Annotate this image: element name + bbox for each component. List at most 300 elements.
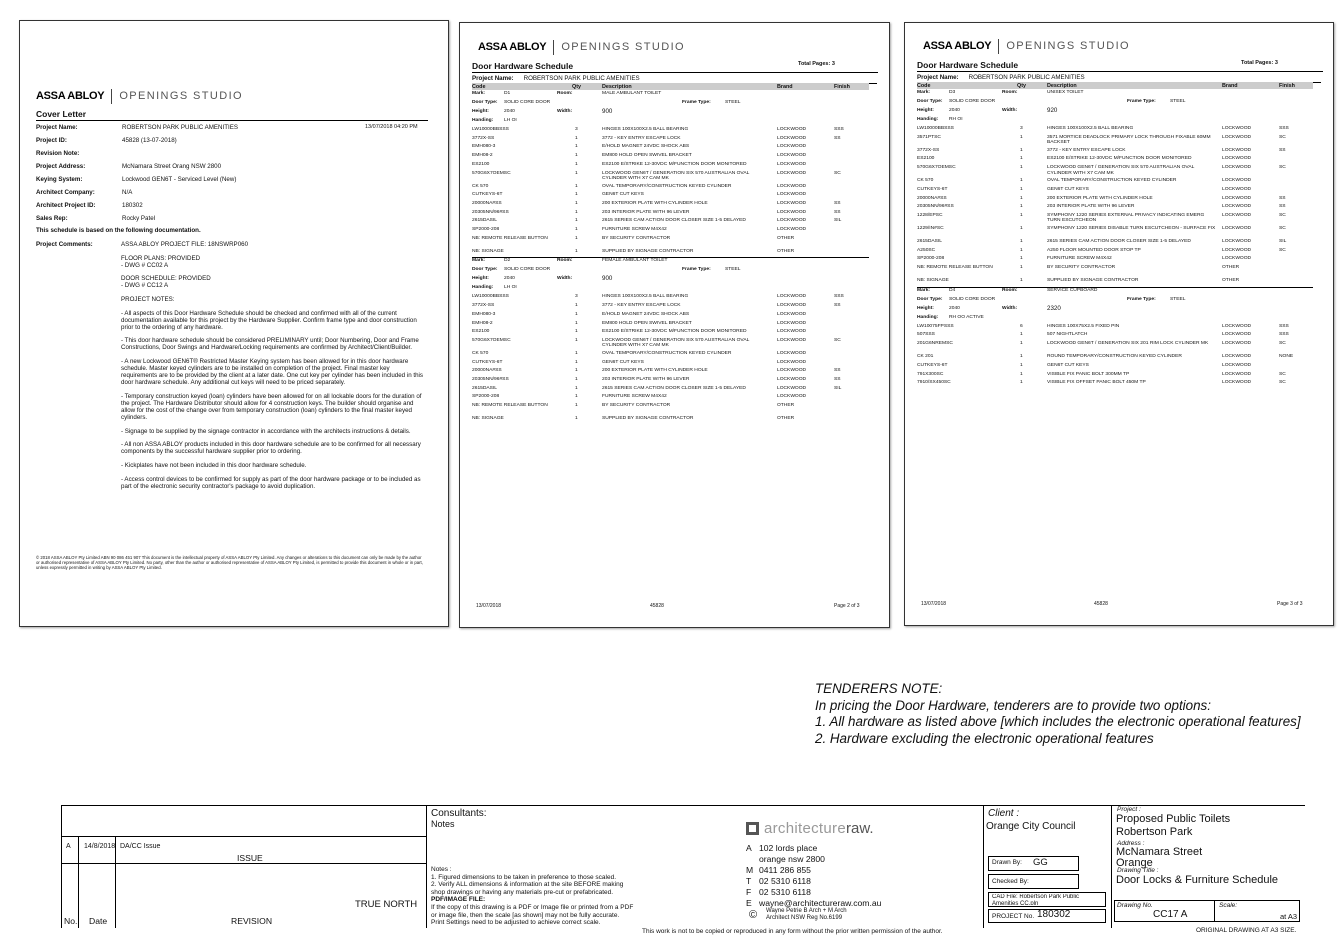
- item-qty: 6: [1020, 323, 1023, 329]
- item-qty: 3: [575, 127, 578, 132]
- item-code: CUTKEYS-6T: [917, 362, 948, 368]
- door-divider: [917, 287, 1313, 288]
- item-description: 2615 SERIES CAM ACTION DOOR CLOSER SIZE 1-5 DELAYED: [1047, 238, 1191, 244]
- cover-field-row: [36, 150, 122, 157]
- drawing-title-label: Drawing Title :: [1117, 867, 1159, 874]
- item-finish: SS: [1279, 195, 1286, 201]
- item-finish: SC: [1279, 165, 1286, 171]
- true-north: TRUE NORTH: [355, 899, 418, 910]
- room-label: Room:: [557, 258, 573, 264]
- field-label: Project Address:: [36, 163, 86, 170]
- item-brand: LOCKWOOD: [1222, 332, 1252, 338]
- item-code: SP2000-208: [472, 394, 500, 400]
- col-description: Description: [1047, 83, 1077, 89]
- item-brand: LOCKWOOD: [1222, 178, 1252, 184]
- scale-label: Scale:: [1219, 902, 1238, 909]
- item-description: FURNITURE SCREW M4X42: [602, 227, 667, 232]
- address-key: T: [746, 876, 752, 886]
- col-date: Date: [89, 916, 108, 926]
- col-qty: Qty: [572, 84, 581, 90]
- mark-label: Mark:: [917, 287, 931, 293]
- item-description: BY SECURITY CONTRACTOR: [602, 403, 671, 409]
- item-finish: SS: [1279, 204, 1286, 210]
- field-value: ROBERTSON PARK PUBLIC AMENITIES: [122, 124, 238, 131]
- width-value: 900: [602, 108, 613, 115]
- project-comments: [121, 241, 426, 496]
- item-description: ROUND TEMPORARY/CONSTRUCTION KEYED CYLINDER: [1047, 354, 1182, 360]
- architect-reg: Wayne Petrie B Arch + M Arch Architect NSW Reg No.6199: [766, 908, 847, 922]
- item-code: SP2000-208: [472, 227, 500, 232]
- original-size-notice: ORIGINAL DRAWING AT A3 SIZE.: [1196, 927, 1297, 934]
- item-code: NB: REMOTE RELEASE BUTTON: [917, 265, 993, 270]
- mark-label: Mark:: [917, 90, 931, 95]
- field-label: Keying System:: [36, 176, 83, 183]
- item-qty: 1: [1020, 186, 1023, 192]
- col-description: Description: [602, 84, 632, 90]
- comment-paragraph: PROJECT NOTES:: [121, 295, 175, 303]
- item-qty: 1: [1020, 225, 1023, 231]
- address-value: 02 5310 6118: [759, 876, 811, 886]
- item-brand: OTHER: [1222, 265, 1240, 270]
- item-brand: LOCKWOOD: [1222, 165, 1252, 171]
- item-brand: LOCKWOOD: [1222, 186, 1252, 192]
- item-qty: 3: [575, 294, 578, 300]
- item-description: 507 NIGHTLATCH: [1047, 332, 1088, 338]
- item-code: CK 201: [917, 354, 934, 360]
- item-description: 2615 SERIES CAM ACTION DOOR CLOSER SIZE 1-5 DELAYED: [602, 218, 746, 224]
- item-code: 570G6X7OEMSC: [472, 337, 511, 343]
- total-pages: Total Pages: 3: [798, 61, 835, 67]
- address-line: [746, 876, 881, 887]
- drawing-no-label: Drawing No.: [1117, 902, 1153, 909]
- item-description: SUPPLIED BY SIGNAGE CONTRACTOR: [602, 416, 694, 422]
- address-value: 0411 286 855: [759, 865, 811, 875]
- col-brand: Brand: [1222, 83, 1238, 89]
- comment-paragraph: - All aspects of this Door Hardware Schedule should be checked and confirmed with all of the current documentation available for this project by the Hardware Supplier. Confirm frame type and door construction prior to the ordering of any hardware.: [121, 309, 417, 331]
- client-name: Orange City Council: [986, 821, 1076, 832]
- item-description: BY SECURITY CONTRACTOR: [1047, 265, 1116, 270]
- item-code: NB: SIGNAGE: [917, 278, 949, 283]
- item-description: E/HOLD MAGNET 24VDC SHOCK ABS: [602, 311, 690, 317]
- col-qty: Qty: [1017, 83, 1026, 89]
- item-brand: LOCKWOOD: [777, 135, 807, 141]
- item-brand: LOCKWOOD: [1222, 247, 1252, 253]
- item-code: EMH080-3: [472, 311, 496, 317]
- item-qty: 1: [575, 337, 578, 343]
- item-description: ES2100 E/STRIKE 12-30VDC M/FUNCTION DOOR MONITORED: [1047, 156, 1192, 162]
- item-code: 3772X-SS: [472, 135, 495, 141]
- item-brand: LOCKWOOD: [1222, 134, 1252, 140]
- item-finish: SC: [1279, 371, 1286, 377]
- item-finish: SS: [834, 135, 841, 141]
- height-value: 2040: [949, 108, 960, 113]
- item-code: CUTKEYS-6T: [472, 192, 503, 198]
- item-qty: 1: [575, 135, 578, 141]
- item-qty: 1: [575, 368, 578, 374]
- item-qty: 1: [575, 153, 578, 159]
- item-qty: 1: [1020, 278, 1023, 283]
- width-label: Width:: [1002, 305, 1018, 311]
- item-code: 7910/SX450SC: [917, 380, 951, 386]
- item-code: 2615DASIL: [472, 385, 498, 391]
- tenderers-note: TENDERERS NOTE: In pricing the Door Hardware, tenderers are to provide two options: 1. All hardware as listed above [which includes the electronic operational features] 2. Hardware excluding the electronic operational features: [815, 681, 1301, 746]
- drawing-no: CC17 A: [1153, 909, 1188, 920]
- item-code: 791X300SC: [917, 371, 944, 377]
- item-finish: SIL: [834, 218, 842, 224]
- item-qty: 1: [575, 394, 578, 400]
- address-key: F: [746, 887, 752, 897]
- item-finish: SC: [834, 337, 841, 343]
- col-code: Code: [472, 84, 486, 90]
- door-type-value: SOLID CORE DOOR: [949, 296, 996, 302]
- notes-block: Notes : 1. Figured dimensions to be taken in preference to those scaled. 2. Verify ALL dimensions & information at the site BEFORE making shop drawings or having any materials pre-cut or prefabricated. PDF/IMAGE FILE: If the copy of this drawing is a PDF or Image file or printed from a PDF or image file, then the scale [as shown] may not be fully accurate. Print Settings need to be adjusted to achieve correct scale.: [431, 866, 634, 927]
- item-code: CK 570: [472, 350, 489, 356]
- item-finish: SSS: [1279, 323, 1289, 329]
- item-code: 201G6NREMSC: [917, 341, 953, 347]
- item-qty: 1: [1020, 256, 1023, 262]
- item-brand: OTHER: [777, 416, 795, 422]
- item-description: 3571 MORTICE DEADLOCK PRIMARY LOCK THROUGH FIXABLE 60MM BACKSET: [1047, 134, 1211, 146]
- cover-datetime: 13/07/2018 04:20 PM: [365, 124, 418, 130]
- address-line: [746, 887, 881, 898]
- frame-type-value: STEEL: [725, 267, 741, 273]
- item-brand: LOCKWOOD: [1222, 256, 1252, 262]
- item-description: HINGES 100X100X2.5 BALL BEARING: [1047, 126, 1134, 131]
- frame-type-value: STEEL: [1170, 99, 1186, 104]
- room-value: UNISEX TOILET: [1047, 90, 1084, 95]
- item-description: OVAL TEMPORARY/CONSTRUCTION KEYED CYLINDER: [1047, 178, 1177, 184]
- item-code: EMH08-2: [472, 153, 493, 159]
- item-brand: LOCKWOOD: [1222, 204, 1252, 210]
- item-code: 20000NA#SS: [472, 200, 502, 206]
- height-value: 2040: [504, 109, 515, 114]
- field-label: Architect Project ID:: [36, 202, 96, 209]
- item-code: 570G6X7OEMSC: [917, 165, 956, 171]
- room-value: SERVICE CUPBOARD: [1047, 287, 1098, 293]
- item-qty: 1: [575, 183, 578, 189]
- handing-label: Handing:: [917, 117, 939, 122]
- field-value: Rocky Patel: [122, 215, 156, 222]
- item-qty: 1: [1020, 265, 1023, 270]
- issue-label: ISSUE: [237, 853, 263, 863]
- item-brand: LOCKWOOD: [777, 385, 807, 391]
- item-code: EMH080-3: [472, 144, 496, 150]
- item-brand: LOCKWOOD: [777, 183, 807, 189]
- item-description: 203 INTERIOR PLATE WITH 96 LEVER: [602, 209, 690, 215]
- item-qty: 1: [575, 329, 578, 335]
- item-qty: 1: [575, 359, 578, 365]
- assa-abloy-logo: ASSA ABLOY OPENINGS STUDIO: [478, 41, 685, 53]
- comment-paragraph: DOOR SCHEDULE: PROVIDED - DWG # CC12 A: [121, 275, 211, 290]
- item-description: 3772 - KEY ENTRY ESCAPE LOCK: [602, 303, 681, 309]
- item-description: EM800 HOLD OPEN SWIVEL BRACKET: [602, 153, 692, 159]
- item-finish: SSS: [1279, 332, 1289, 338]
- client-label: Client :: [988, 808, 1020, 819]
- item-description: BY SECURITY CONTRACTOR: [602, 235, 671, 241]
- col-code: Code: [917, 83, 931, 89]
- comment-paragraph: FLOOR PLANS: PROVIDED - DWG # CC02 A: [121, 254, 201, 269]
- item-description: GEN6T CUT KEYS: [602, 192, 644, 198]
- address-line: [746, 843, 881, 854]
- project-no-label: PROJECT No.: [992, 913, 1035, 920]
- item-brand: LOCKWOOD: [1222, 341, 1252, 347]
- item-qty: 3: [1020, 126, 1023, 131]
- cover-field-row: [36, 215, 155, 222]
- drawn-by-label: Drawn By:: [992, 859, 1022, 866]
- item-description: LOCKWOOD GEN6T / GENERATION SIX 570 AUSTRALIAN OVAL CYLINDER WITH X7 CAM MK: [1047, 165, 1195, 176]
- item-qty: 1: [1020, 178, 1023, 184]
- item-qty: 1: [1020, 332, 1023, 338]
- cover-heading: Cover Letter: [36, 109, 428, 121]
- field-value: 180302: [122, 202, 143, 209]
- item-brand: LOCKWOOD: [777, 192, 807, 198]
- item-description: 2615 SERIES CAM ACTION DOOR CLOSER SIZE 1-5 DELAYED: [602, 385, 746, 391]
- col-revision: REVISION: [231, 916, 273, 926]
- field-value: McNamara Street Orang NSW 2800: [122, 163, 222, 170]
- room-value: MALE AMBULANT TOILET: [602, 91, 662, 96]
- item-description: 3772 - KEY ENTRY ESCAPE LOCK: [1047, 147, 1126, 153]
- handing-label: Handing:: [472, 285, 494, 291]
- item-brand: LOCKWOOD: [777, 320, 807, 326]
- frame-type-label: Frame Type:: [682, 267, 711, 273]
- item-qty: 1: [575, 416, 578, 422]
- address-line: [746, 865, 881, 876]
- item-description: E/HOLD MAGNET 24VDC SHOCK ABS: [602, 144, 690, 150]
- item-description: ES2100 E/STRIKE 12-30VDC M/FUNCTION DOOR MONITORED: [602, 161, 747, 167]
- item-description: ES2100 E/STRIKE 12-30VDC M/FUNCTION DOOR MONITORED: [602, 329, 747, 335]
- item-brand: LOCKWOOD: [777, 170, 807, 176]
- footer-page: Page 3 of 3: [1277, 601, 1303, 607]
- height-label: Height:: [472, 109, 489, 114]
- item-qty: 1: [575, 385, 578, 391]
- architecture-raw-logo: architecture raw.: [746, 820, 874, 837]
- item-qty: 1: [1020, 238, 1023, 244]
- item-qty: 1: [1020, 371, 1023, 377]
- item-finish: SC: [1279, 134, 1286, 140]
- handing-value: LH OI: [504, 285, 517, 291]
- field-value: Lockwood GEN6T - Serviced Level (New): [122, 176, 237, 183]
- room-label: Room:: [557, 91, 573, 96]
- item-brand: LOCKWOOD: [1222, 323, 1252, 329]
- frame-type-label: Frame Type:: [1127, 99, 1156, 104]
- item-code: 2615DASIL: [472, 218, 498, 224]
- item-qty: 1: [575, 248, 578, 254]
- item-qty: 1: [575, 209, 578, 215]
- handing-value: RH OI: [949, 117, 963, 122]
- item-qty: 1: [1020, 147, 1023, 153]
- item-code: LW10075FPSSS: [917, 323, 954, 329]
- item-brand: LOCKWOOD: [777, 127, 807, 132]
- item-brand: LOCKWOOD: [777, 311, 807, 317]
- mark-value: D1: [504, 91, 511, 96]
- item-brand: LOCKWOOD: [1222, 195, 1252, 201]
- item-finish: SS: [834, 368, 841, 374]
- item-code: ES2100: [472, 161, 490, 167]
- address-line-2: Orange: [1116, 857, 1153, 869]
- footer-page: Page 2 of 3: [834, 603, 860, 609]
- item-qty: 1: [575, 161, 578, 167]
- field-label: Revision Note:: [36, 150, 80, 157]
- width-value: 900: [602, 275, 613, 283]
- width-label: Width:: [557, 276, 573, 282]
- item-finish: NONE: [1279, 354, 1294, 360]
- comment-paragraph: - Signage to be supplied by the signage contractor in accordance with the architects instructions & details.: [121, 427, 411, 435]
- item-description: GEN6T CUT KEYS: [1047, 362, 1089, 368]
- cover-letter-page: [19, 20, 449, 627]
- item-qty: 1: [1020, 380, 1023, 386]
- no-copy-notice: This work is not to be copied or reproduced in any form without the prior written permission of the author.: [642, 928, 943, 935]
- field-value: 45828 (13-07-2018): [122, 137, 177, 144]
- item-code: CUTKEYS-6T: [917, 186, 948, 192]
- door-divider: [472, 257, 869, 258]
- frame-type-value: STEEL: [725, 100, 741, 105]
- height-label: Height:: [917, 305, 934, 311]
- mark-value: D3: [949, 90, 956, 95]
- project-name-row: Project Name: ROBERTSON PARK PUBLIC AMENITIES: [472, 75, 877, 84]
- item-code: LW10000BBSSS: [917, 126, 954, 131]
- item-brand: LOCKWOOD: [777, 368, 807, 374]
- col-finish: Finish: [834, 84, 850, 90]
- item-qty: 1: [575, 403, 578, 409]
- assa-abloy-logo: ASSA ABLOY OPENINGS STUDIO: [923, 40, 1130, 52]
- item-qty: 1: [1020, 156, 1023, 162]
- height-value: 2040: [504, 276, 515, 282]
- item-description: GEN6T CUT KEYS: [1047, 186, 1089, 192]
- item-qty: 1: [575, 320, 578, 326]
- item-description: LOCKWOOD GEN6T / GENERATION SIX 570 AUSTRALIAN OVAL CYLINDER WITH X7 CAM MK: [602, 337, 750, 349]
- address-value: orange nsw 2800: [759, 854, 825, 864]
- cad-file: CAD File: Robertson Park Public Amenities CC.pln: [992, 894, 1080, 905]
- cover-field-row: [36, 176, 236, 183]
- address-key: M: [746, 865, 754, 875]
- item-code: 1229/IN#SC: [917, 225, 944, 231]
- height-label: Height:: [472, 276, 489, 282]
- project-no: 180302: [1037, 909, 1071, 920]
- cover-field-row: [36, 124, 238, 131]
- handing-label: Handing:: [917, 314, 939, 320]
- field-label: Project Name:: [36, 124, 78, 131]
- item-description: HINGES 100X75X2.5 FIXED PIN: [1047, 323, 1120, 329]
- item-finish: SIL: [1279, 238, 1287, 244]
- item-description: SYMPHONY 1220 SERIES DISABLE TURN ESCUTCHEON - SURFACE FIX: [1047, 225, 1216, 231]
- schedule-page-2: [459, 22, 890, 628]
- item-description: SUPPLIED BY SIGNAGE CONTRACTOR: [602, 248, 694, 254]
- item-qty: 1: [575, 144, 578, 150]
- item-brand: LOCKWOOD: [777, 218, 807, 224]
- item-description: 203 INTERIOR PLATE WITH 96 LEVER: [602, 377, 690, 382]
- item-finish: SC: [834, 170, 841, 176]
- item-code: 20305NN/96#SS: [472, 209, 509, 215]
- room-label: Room:: [1002, 90, 1018, 95]
- project-name-row: Project Name: ROBERTSON PARK PUBLIC AMENITIES: [917, 74, 1321, 83]
- col-brand: Brand: [777, 84, 793, 90]
- item-code: 3772X-SS: [917, 147, 940, 153]
- schedule-heading: Door Hardware Schedule: [472, 61, 878, 73]
- item-brand: LOCKWOOD: [1222, 225, 1252, 231]
- based-on-text: This schedule is based on the following documentation.: [36, 227, 201, 234]
- item-code: NB: SIGNAGE: [472, 248, 504, 254]
- item-brand: LOCKWOOD: [777, 350, 807, 356]
- item-description: SUPPLIED BY SIGNAGE CONTRACTOR: [1047, 278, 1139, 283]
- footer-date: 13/07/2018: [476, 603, 502, 609]
- address-key: [746, 854, 759, 865]
- item-code: LW10000BBSSS: [472, 127, 509, 132]
- address-label: Address :: [1117, 840, 1145, 847]
- item-code: 1228/EPSC: [917, 212, 943, 218]
- item-finish: SC: [1279, 225, 1286, 231]
- item-code: LW10000BBSSS: [472, 294, 509, 300]
- consultants-label: Consultants:: [431, 808, 487, 819]
- handing-value: LH OI: [504, 118, 517, 123]
- field-label: Architect Company:: [36, 189, 95, 196]
- scale: at A3: [1280, 912, 1298, 921]
- item-brand: LOCKWOOD: [777, 209, 807, 215]
- item-code: NB: SIGNAGE: [472, 416, 504, 422]
- rev-date: 14/8/2018: [84, 843, 116, 850]
- item-description: 200 EXTERIOR PLATE WITH CYLINDER HOLE: [1047, 195, 1153, 201]
- width-value: 2320: [1047, 304, 1061, 312]
- height-label: Height:: [917, 108, 934, 113]
- item-finish: SS: [834, 200, 841, 206]
- frame-type-label: Frame Type:: [1127, 296, 1156, 302]
- item-qty: 1: [1020, 195, 1023, 201]
- door-type-label: Door Type:: [472, 267, 498, 273]
- comment-paragraph: - All non ASSA ABLOY products included in this door hardware schedule are to be confirmed for all necessary components by the successful hardware supplier prior to ordering.: [121, 441, 421, 456]
- field-label: Project ID:: [36, 137, 67, 144]
- item-qty: 1: [1020, 354, 1023, 360]
- item-brand: LOCKWOOD: [777, 329, 807, 335]
- item-brand: LOCKWOOD: [777, 394, 807, 400]
- footer-date: 13/07/2018: [921, 601, 947, 607]
- item-brand: LOCKWOOD: [1222, 371, 1252, 377]
- item-brand: LOCKWOOD: [1222, 354, 1252, 360]
- item-code: NB: REMOTE RELEASE BUTTON: [472, 403, 548, 409]
- address-value: wayne@architectureraw.com.au: [759, 898, 882, 908]
- item-description: OVAL TEMPORARY/CONSTRUCTION KEYED CYLINDER: [602, 350, 732, 356]
- cover-field-row: [36, 137, 177, 144]
- item-finish: SSS: [1279, 126, 1289, 131]
- item-qty: 1: [1020, 341, 1023, 347]
- item-brand: LOCKWOOD: [777, 337, 807, 343]
- room-label: Room:: [1002, 287, 1018, 293]
- item-finish: SS: [834, 209, 841, 215]
- item-code: SP2000-208: [917, 256, 945, 262]
- address-value: 02 5310 6118: [759, 887, 811, 897]
- item-description: FURNITURE SCREW M4X42: [602, 394, 667, 400]
- door-type-label: Door Type:: [917, 296, 943, 302]
- item-brand: LOCKWOOD: [777, 161, 807, 167]
- item-qty: 1: [575, 170, 578, 176]
- item-finish: SC: [1279, 341, 1286, 347]
- door-type-label: Door Type:: [917, 99, 943, 104]
- item-code: 20305NN/96#SS: [472, 377, 509, 382]
- item-qty: 1: [575, 218, 578, 224]
- item-brand: LOCKWOOD: [1222, 380, 1252, 386]
- item-description: HINGES 100X100X2.5 BALL BEARING: [602, 294, 689, 300]
- item-code: 2615DASIL: [917, 238, 943, 244]
- mark-value: D2: [504, 258, 511, 264]
- item-brand: LOCKWOOD: [777, 294, 807, 300]
- item-qty: 1: [1020, 165, 1023, 171]
- comment-paragraph: - This door hardware schedule should be considered PRELIMINARY until; Door Numbering, Door and Frame Constructions, Door Swings and Hardware/Locking requirements are confirmed by Architect/Client/Builder.: [121, 337, 419, 352]
- project-line-2: Robertson Park: [1116, 826, 1193, 838]
- item-code: ES2100: [917, 156, 935, 162]
- drawn-by: GG: [1033, 857, 1048, 868]
- item-brand: LOCKWOOD: [777, 144, 807, 150]
- comment-paragraph: - Temporary construction keyed (loan) cylinders have been allowed for on all lockable doors for the duration of the project. The Hardware Distributor should allow for 4 construction keys. The builder should organise and allow for the cost of the change over from temporary construction (loan) cylinders to the final master keyed cylinders.: [121, 392, 422, 422]
- item-qty: 1: [575, 235, 578, 241]
- cover-field-row: [36, 163, 221, 170]
